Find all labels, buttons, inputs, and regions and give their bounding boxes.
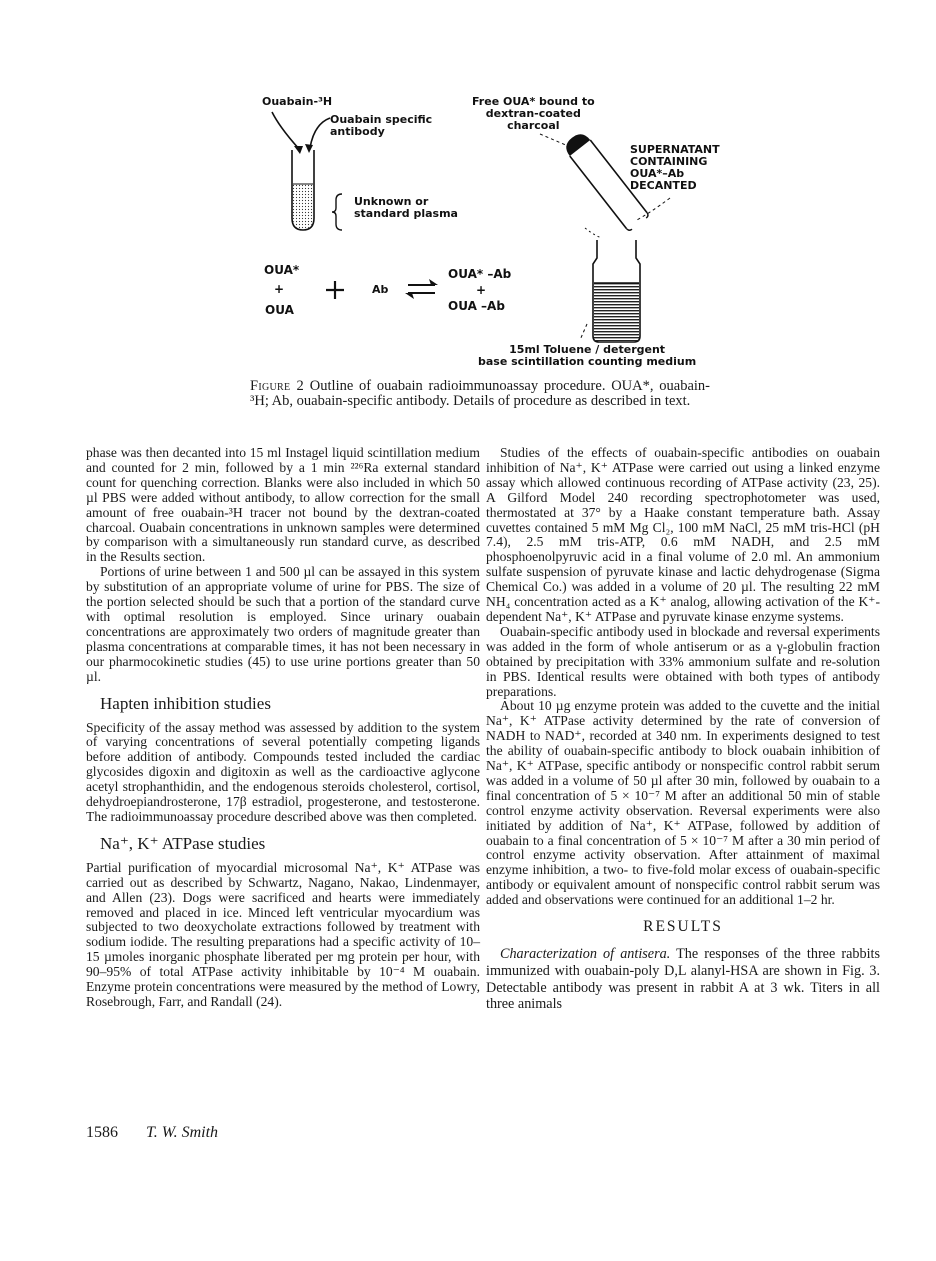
brace xyxy=(332,194,342,230)
label-oua: OUA xyxy=(265,303,294,317)
running-author: T. W. Smith xyxy=(146,1124,219,1141)
label-medium: 15ml Toluene / detergent base scintillation counting medium xyxy=(478,343,697,368)
label-antibody: Ouabain specific antibody xyxy=(330,113,433,138)
label-supernatant: SUPERNATANT CONTAINING OUA*–Ab DECANTED xyxy=(630,143,720,192)
paragraph-text: The responses of the three rabbits immunized with ouabain-poly D,L alanyl-HSA are shown in Fig. 3. Detectable antibody was present in rabbit A at 3 wk. Titers in all three animals xyxy=(486,946,880,1013)
left-column xyxy=(86,446,480,1010)
paragraph: Partial purification of myocardial microsomal Na⁺, K⁺ ATPase was carried out as described by Schwartz, Nagano, Nakao, Lindenmayer, and Allen (23). Dogs were sacrificed and hearts were immediately removed and placed in ice. Minced left ventricular myocardium was subjected to two deoxycholate extractions followed by treatment with sodium iodide. The resulting preparations had a specific activity of 10–15 µmoles inorganic phosphate liberated per mg protein per hour, with 90–95% of total ATPase activity inhibitable by 10⁻⁴ M ouabain. Enzyme protein concentrations were measured by the method of Lowry, Rosebrough, Farr, and Randall (24). xyxy=(86,859,480,1009)
equilibrium-arrows xyxy=(405,279,438,299)
tube-plasma xyxy=(293,184,313,229)
right-column xyxy=(486,446,880,1013)
label-plus-small: + xyxy=(274,282,285,296)
page-footer xyxy=(86,1124,218,1142)
figure-caption xyxy=(250,379,710,409)
page-number: 1586 xyxy=(86,1124,118,1141)
subheading-characterization: Characterization of antisera. xyxy=(500,946,671,963)
label-ouabain-3h: Ouabain-³H xyxy=(262,95,333,108)
paragraph: About 10 µg enzyme protein was added to the cuvette and the initial Na⁺, K⁺ ATPase activity determined by the rate of conversion of NADH to NAD⁺, recorded at 340 nm. In experiments designed to test the ability of ouabain-specific antibody to block ouabain inhibition of Na⁺, K⁺ ATPase, specific antibody or nonspecific control rabbit serum was added in a volume of 50 µl after 30 min, followed by ouabain to a final concentration of 5 × 10⁻⁷ M after an additional 50 min of stable control enzyme activity observation. Reversal experiments were also initiated by addition of Na⁺, K⁺ ATPase, followed by addition of ouabain to a final concentration of 5 × 10⁻⁷ M after a 30 min period of control enzyme activity observation. After attainment of maximal enzyme inhibition, a two- to five-fold molar excess of ouabain-specific antibody or equivalent amount of nonspecific control rabbit serum was added and observations were continued for an additional 1–2 hr. xyxy=(486,698,880,908)
section-heading-hapten: Hapten inhibition studies xyxy=(100,693,271,713)
figure-2 xyxy=(250,88,750,378)
label-oua-star: OUA* xyxy=(264,263,300,277)
label-product-1: OUA* –Ab xyxy=(448,267,512,281)
paragraph: Portions of urine between 1 and 500 µl can be assayed in this system by substitution of an appropriate volume of urine for PBS. The size of the portion selected should be such that a portion of the standard curve with optimal resolution is employed. Since urinary ouabain concentrations are approximately two orders of magnitude greater than plasma concentrations at comparable times, it has not been necessary in our pharmocokinetic studies (45) to use urine portions greater than 50 µl. xyxy=(86,564,480,684)
label-plasma: Unknown or standard plasma xyxy=(354,195,458,220)
caption-text: Outline of ouabain radioimmunoassay procedure. OUA*, ouabain-³H; Ab, ouabain-specific antibody. Details of procedure as described in text. xyxy=(250,378,710,409)
scintillation-vial xyxy=(593,240,640,342)
section-heading-results: RESULTS xyxy=(643,918,723,936)
paragraph: Studies of the effects of ouabain-specific antibodies on ouabain inhibition of Na⁺, K⁺ ATPase were carried out using a linked enzyme assay which allowed continuous recording of ATPase activity (23, 25). A Gilford Model 240 recording spectrophotometer was used, thermostated at 37° by a Haake constant temperature bath. Assay cuvettes contained 5 mM Mg Cl₂, 100 mM NaCl, 25 mM tris-HCl (pH 7.4), 2.5 mM tris-ATP, 0.6 mM NADH, and 2.5 mM phosphoenolpyruvic acid in a final volume of 2.0 ml. An ammonium sulfate suspension of pyruvate kinase and lactic dehydrogenase (Sigma Chemical Co.) was added in a volume of 20 µl. The resulting 22 mM NH₄ concentration acted as a K⁺ analog, allowing activation of the K⁺-dependent Na⁺, K⁺ ATPase and pyruvate kinase enzyme systems. xyxy=(486,445,880,624)
section-heading-atpase: Na⁺, K⁺ ATPase studies xyxy=(100,833,266,853)
paragraph: Specificity of the assay method was assessed by addition to the system of varying concentrations of several potentially competing ligands before addition of antibody. Compounds tested included the cardiac glycosides digoxin and digitoxin as well as the cardioactive aglycone acetyl strophanthidin, and the endogenous steroids cholesterol, cortisol, dehydroepiandrosterone, 17β estradiol, progesterone, and testosterone. The radioimmunoassay procedure described above was then completed. xyxy=(86,719,480,824)
paragraph: Ouabain-specific antibody used in blockade and reversal experiments was added in the form of whole antiserum or as a γ-globulin fraction obtained by precipitation with 33% ammonium sulfate and re-solution in PBS. Identical results were obtained with both types of antibody preparations. xyxy=(486,623,880,699)
arrow-ouabain xyxy=(272,112,300,150)
paragraph: phase was then decanted into 15 ml Instagel liquid scintillation medium and counted for 2 min, followed by a 1 min ²²⁶Ra external standard count for quenching correction. Blanks were also included in which 50 µl PBS were added without antibody, to allow correction for the small amount of free ouabain-³H tracer not bound by the dextran-coated charcoal. Ouabain concentrations in unknown samples were determined by comparison with a simultaneously run standard curve, as described in the Results section. xyxy=(86,445,480,565)
label-ab: Ab xyxy=(372,283,389,296)
arrow-antibody xyxy=(310,118,330,148)
caption-label: Figure 2 xyxy=(250,378,305,394)
paragraph xyxy=(486,946,880,1013)
label-plus-product: + xyxy=(476,283,487,297)
label-product-2: OUA –Ab xyxy=(448,299,505,313)
label-free-oua: Free OUA* bound to dextran-coated charcoal xyxy=(472,95,595,132)
